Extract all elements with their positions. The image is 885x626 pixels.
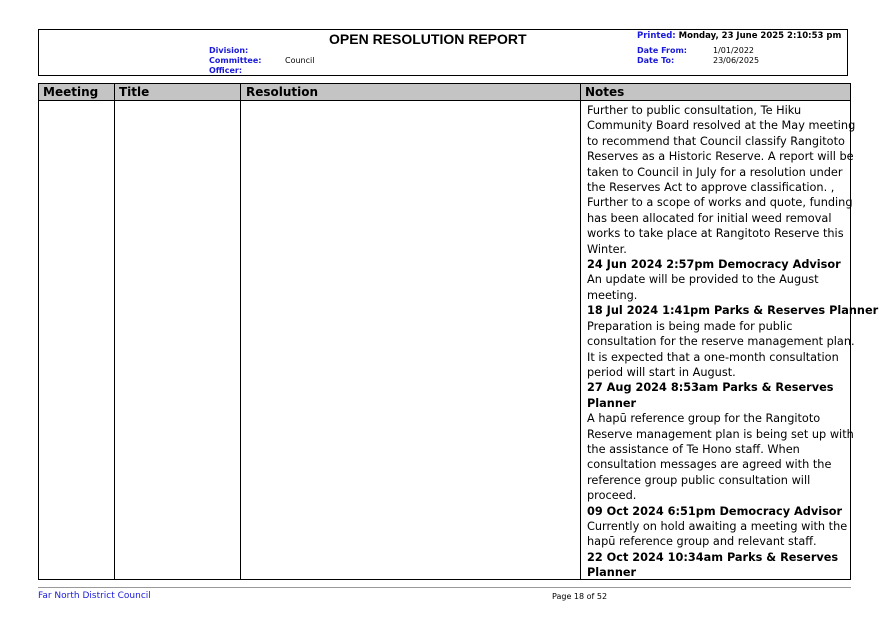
- note-line: Currently on hold awaiting a meeting with the: [587, 519, 848, 533]
- note-line: Preparation is being made for public: [587, 319, 793, 333]
- note-line: the assistance of Te Hono staff. When: [587, 442, 800, 456]
- note-line: Reserves as a Historic Reserve. A report will be: [587, 150, 854, 164]
- committee-value: Council: [285, 56, 315, 65]
- note-line: taken to Council in July for a resolution under: [587, 165, 843, 179]
- note-entry-heading: 18 Jul 2024 1:41pm Parks & Reserves Planner: [587, 304, 879, 318]
- note-line: has been allocated for initial weed removal: [587, 211, 832, 225]
- column-divider: [240, 84, 241, 579]
- note-line: Further to public consultation, Te Hiku: [587, 104, 802, 117]
- note-entry-heading: Planner: [587, 566, 637, 580]
- date-range: [637, 46, 759, 66]
- table-header-row: [39, 84, 850, 101]
- footer-organisation: Far North District Council: [38, 591, 151, 601]
- committee-label: Committee:: [209, 56, 262, 65]
- column-header-title: Title: [119, 85, 150, 99]
- note-line: period will start in August.: [587, 365, 736, 379]
- note-entry-heading: Planner: [587, 396, 637, 410]
- note-line: works to take place at Rangitoto Reserve this: [587, 227, 844, 241]
- division-label: Division:: [209, 46, 249, 55]
- column-header-notes: Notes: [585, 85, 625, 99]
- date-from-row: [637, 46, 759, 56]
- date-to-label: Date To:: [637, 56, 675, 65]
- notes-cell: [587, 103, 879, 581]
- note-line: Further to a scope of works and quote, funding: [587, 196, 853, 210]
- note-line: the Reserves Act to approve classification. ,: [587, 181, 835, 195]
- column-divider: [114, 84, 115, 579]
- note-line: Community Board resolved at the May meeting: [587, 119, 856, 133]
- date-from-value: 1/01/2022: [713, 46, 755, 55]
- note-line: to recommend that Council classify Rangitoto: [587, 134, 845, 148]
- note-line: It is expected that a one-month consultation: [587, 350, 839, 364]
- note-line: meeting.: [587, 288, 638, 302]
- date-to-value: 23/06/2025: [713, 56, 760, 65]
- date-from-label: Date From:: [637, 46, 688, 55]
- page-number: Page 18 of 52: [552, 592, 608, 601]
- filter-labels: [209, 46, 261, 76]
- note-line: An update will be provided to the August: [587, 273, 819, 287]
- note-line: Reserve management plan is being set up with: [587, 427, 854, 441]
- note-line: reference group public consultation will: [587, 473, 811, 487]
- officer-label: Officer:: [209, 66, 243, 75]
- report-header: [38, 29, 848, 76]
- column-header-meeting: Meeting: [43, 85, 99, 99]
- note-entry-heading: 24 Jun 2024 2:57pm Democracy Advisor: [587, 258, 841, 272]
- date-to-row: [637, 56, 759, 66]
- note-line: A hapū reference group for the Rangitoto: [587, 412, 821, 426]
- printed-label: Printed:: [637, 31, 676, 41]
- note-line: hapū reference group and relevant staff.: [587, 535, 817, 549]
- note-entry-heading: 27 Aug 2024 8:53am Parks & Reserves: [587, 381, 834, 395]
- report-title: OPEN RESOLUTION REPORT: [329, 31, 527, 47]
- footer-divider: [38, 587, 851, 588]
- note-line: Winter.: [587, 242, 627, 256]
- note-line: consultation for the reserve management plan.: [587, 335, 855, 349]
- note-entry-heading: 09 Oct 2024 6:51pm Democracy Advisor: [587, 504, 843, 518]
- column-header-resolution: Resolution: [246, 85, 319, 99]
- note-line: consultation messages are agreed with the: [587, 458, 832, 472]
- resolutions-table: [38, 83, 879, 580]
- column-divider: [580, 84, 581, 579]
- printed-timestamp: [637, 31, 841, 41]
- note-entry-heading: 22 Oct 2024 10:34am Parks & Reserves: [587, 550, 839, 564]
- printed-value: Monday, 23 June 2025 2:10:53 pm: [678, 31, 842, 41]
- note-line: proceed.: [587, 489, 637, 503]
